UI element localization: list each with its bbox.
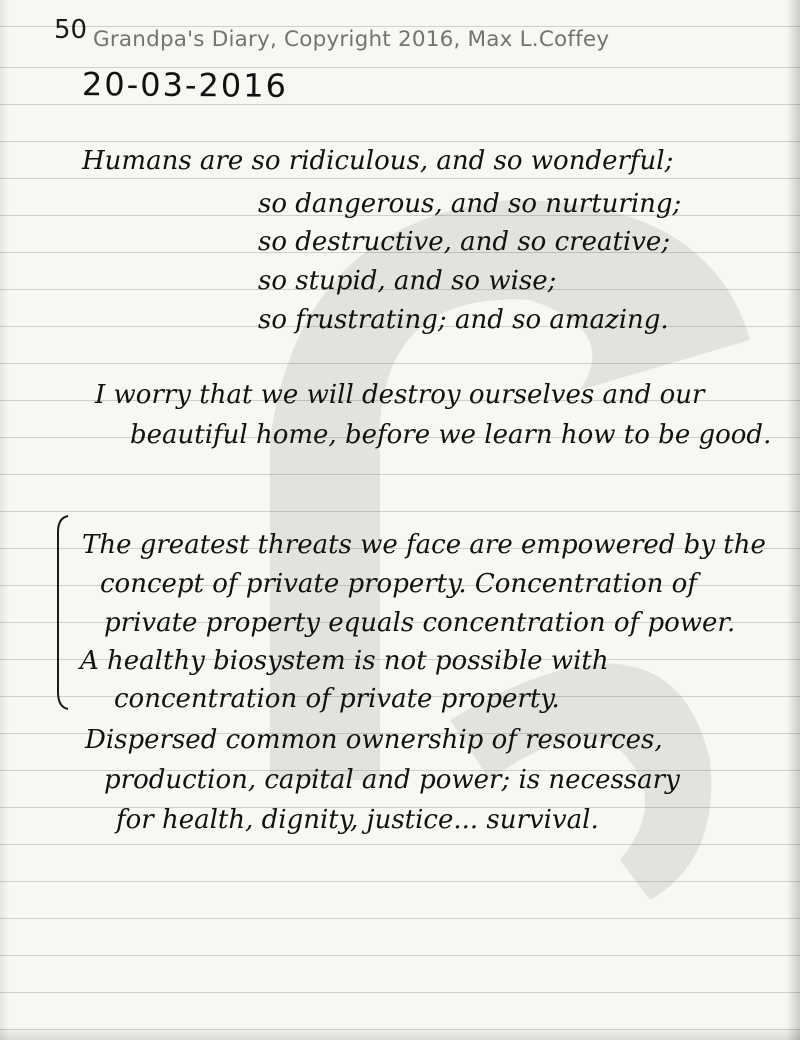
poem-line: so stupid, and so wise; — [258, 266, 557, 296]
poem-line: so destructive, and so creative; — [258, 227, 671, 257]
threats-line: concept of private property. Concentration of — [100, 569, 697, 599]
dispersed-line: for health, dignity, justice... survival. — [116, 805, 599, 835]
dispersed-line: Dispersed common ownership of resources, — [85, 725, 663, 755]
poem-line: Humans are so ridiculous, and so wonderful; — [82, 146, 674, 176]
poem-line: so frustrating; and so amazing. — [258, 305, 669, 335]
page-edge-shadow — [786, 0, 800, 1040]
threats-line: concentration of private property. — [114, 684, 560, 714]
page-header: Grandpa's Diary, Copyright 2016, Max L.Coffey — [93, 27, 610, 52]
margin-bracket — [50, 512, 72, 712]
threats-line: A healthy biosystem is not possible with — [80, 646, 609, 676]
page-bottom-shadow — [0, 1026, 800, 1040]
dispersed-line: production, capital and power; is necessary — [104, 765, 680, 795]
poem-line: so dangerous, and so nurturing; — [258, 189, 682, 219]
page-number: 50 — [54, 15, 88, 45]
worry-line: I worry that we will destroy ourselves and our — [95, 380, 705, 410]
threats-line: private property equals concentration of power. — [104, 608, 736, 638]
threats-line: The greatest threats we face are empowered by the — [82, 530, 766, 560]
worry-line: beautiful home, before we learn how to be good. — [130, 420, 772, 450]
entry-date: 20-03-2016 — [81, 65, 289, 105]
